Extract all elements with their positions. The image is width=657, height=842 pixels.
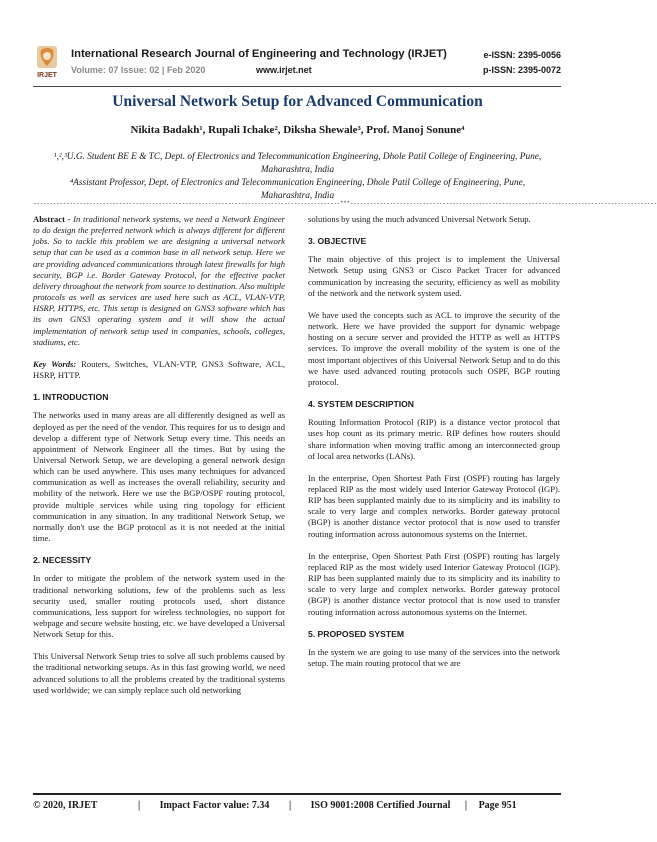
e-issn: e-ISSN: 2395-0056 — [483, 50, 561, 60]
right-column — [308, 214, 560, 680]
header-divider — [33, 86, 561, 87]
system-paragraph-3: In the enterprise, Open Shortest Path First (OSPF) routing has largely replaced RIP as the most widely used Interior Gateway Protocol (IGP). RIP has been supplanted mainly due to its simplicity and its inability to scale to very large and complex networks. Border gateway protocol (BGP) is another distance vector protocol that is now used to transfer routing information across autonomous systems on the Internet. — [308, 550, 560, 617]
author-list: Nikita Badakh¹, Rupali Ichake², Diksha Shewale³, Prof. Manoj Sonune⁴ — [130, 124, 465, 136]
necessity-continued: solutions by using the much advanced Universal Network Setup. — [308, 214, 531, 224]
journal-header — [33, 44, 561, 86]
footer-iso: ISO 9001:2008 Certified Journal — [310, 800, 451, 811]
p-issn: p-ISSN: 2395-0072 — [482, 65, 561, 75]
section-separator: ---------------------------------------------------------------------------------------------***--------------------------------------------------------------------------------------------- — [33, 200, 657, 207]
journal-title: International Research Journal of Engineering and Technology (IRJET) — [71, 48, 447, 60]
proposed-paragraph: In the system we are going to use many of the services into the network setup. The main routing protocol that we are — [308, 646, 560, 668]
footer-separator: | — [288, 800, 292, 811]
heading-introduction: 1. INTRODUCTION — [33, 392, 109, 403]
heading-proposed-system: 5. PROPOSED SYSTEM — [308, 628, 404, 639]
affiliation-professor: ⁴Assistant Professor, Dept. of Electronics and Telecommunication Engineering, Dhole Patil College of Engineering, Pune, Maharashtra, India — [69, 178, 526, 201]
introduction-paragraph: The networks used in many areas are all differently designed as well as deployed as per the need of the vendor. This requires for us to design and develop a different type of Network Setup every time. This needs an appointment of Network Engineer all the times. But by using the Universal Network Setup, we are developing a general network design which can be used anywhere. This uses many techniques for advanced communication as well as increases the overall reliability, security and mobility of the network. Here we use the BGP/OSPF routing protocol, provide multiple services while using ring topology for efficient communication in any situation. In any traditional Network Setup, we normally don't use the BGP protocol as it is not needed at the initial time. — [33, 410, 285, 544]
footer-separator: | — [137, 800, 141, 811]
necessity-paragraph-2: This Universal Network Setup tries to solve all such problems caused by the traditional networking setups. As in this fast growing world, we need advanced solutions to all the problems created by the traditional systems used worldwide; we can simply replace such old networking — [33, 651, 285, 695]
necessity-paragraph-1: In order to mitigate the problem of the network system used in the traditional networking solutions, few of the problems such as less security used, smaller routing protocols used, short distance communications, less support for wireless technologies, no support for webpage and secure website hosting, etc. we have developed a Universal Network Setup for this. — [33, 573, 285, 640]
footer-impact-factor: Impact Factor value: 7.34 — [159, 800, 270, 811]
footer-divider — [33, 793, 561, 795]
paper-title: Universal Network Setup for Advanced Communication — [112, 93, 483, 110]
keywords-label: Key Words: — [33, 358, 77, 369]
objective-paragraph-2: We have used the concepts such as ACL to improve the security of the network. Here we have provided the support for dynamic webpage hosting on a secure server and provided the HTTP as well as HTTPS services. To improve the overall mobility of the system is one of the most important objectives of this Universal Network Setup and to do this we have used advanced routing protocols such OSPF, BGP routing protocol. — [308, 309, 560, 387]
journal-website[interactable]: www.irjet.net — [256, 65, 312, 75]
abstract-label: Abstract - — [33, 214, 71, 224]
footer-copyright: © 2020, IRJET — [33, 800, 98, 811]
heading-system-description: 4. SYSTEM DESCRIPTION — [308, 399, 415, 410]
abstract — [33, 214, 285, 348]
footer-separator: | — [464, 800, 468, 811]
abstract-text: In traditional network systems, we need a Network Engineer to do design the preferred network which is always different for different jobs. So to tackle this problem we are designing a universal network setup that can be used as a common base in all network setup. Here we are providing advanced communications through latest firewalls for high security, BGP i.e. Border Gateway Protocol, for the effective packet delivery throughout the network from source to destination. Also multiple protocols as well as services are used here such as ACL, VLAN-VTP, HSRP, HTTPS, etc. This setup is designed on GNS3 software which has its own GNS3 operating system and it will show the actual implementation of network setup used in companies, schools, colleges, stadiums, etc. — [33, 214, 285, 347]
volume-issue: Volume: 07 Issue: 02 | Feb 2020 — [71, 65, 206, 75]
footer-page-number: Page 951 — [478, 800, 517, 811]
heading-objective: 3. OBJECTIVE — [308, 236, 367, 247]
page-footer — [33, 800, 561, 811]
irjet-logo — [33, 44, 61, 80]
system-paragraph-2: In the enterprise, Open Shortest Path First (OSPF) routing has largely replaced RIP as the most widely used Interior Gateway Protocol (IGP). RIP has been supplanted mainly due to its simplicity and its inability to scale to very large and complex networks. Border gateway protocol (BGP) is another distance vector protocol that is now used to transfer routing information across autonomous systems on the Internet. — [308, 472, 560, 539]
keywords — [33, 359, 285, 381]
objective-paragraph-1: The main objective of this project is to implement the Universal Network Setup using GNS3 or Cisco Packet Tracer for advanced communication by increasing the security, efficiency as well as mobility of the network and the network system used. — [308, 254, 560, 298]
system-paragraph-1: Routing Information Protocol (RIP) is a distance vector protocol that uses hop count as its primary metric. RIP defines how routers should share information when moving traffic among an interconnected group of local area networks (LANs). — [308, 417, 560, 461]
keywords-text: Routers, Switches, VLAN-VTP, GNS3 Software, ACL, HSRP, HTTP. — [33, 358, 285, 381]
left-column — [33, 214, 285, 707]
logo-wordmark: IRJET — [37, 72, 57, 79]
heading-necessity: 2. NECESSITY — [33, 555, 92, 566]
affiliation-students: ¹,²,³U.G. Student BE E & TC, Dept. of Electronics and Telecommunication Engineering, Dhole Patil College of Engineering, Pune, Maharashtra, India — [53, 152, 542, 175]
